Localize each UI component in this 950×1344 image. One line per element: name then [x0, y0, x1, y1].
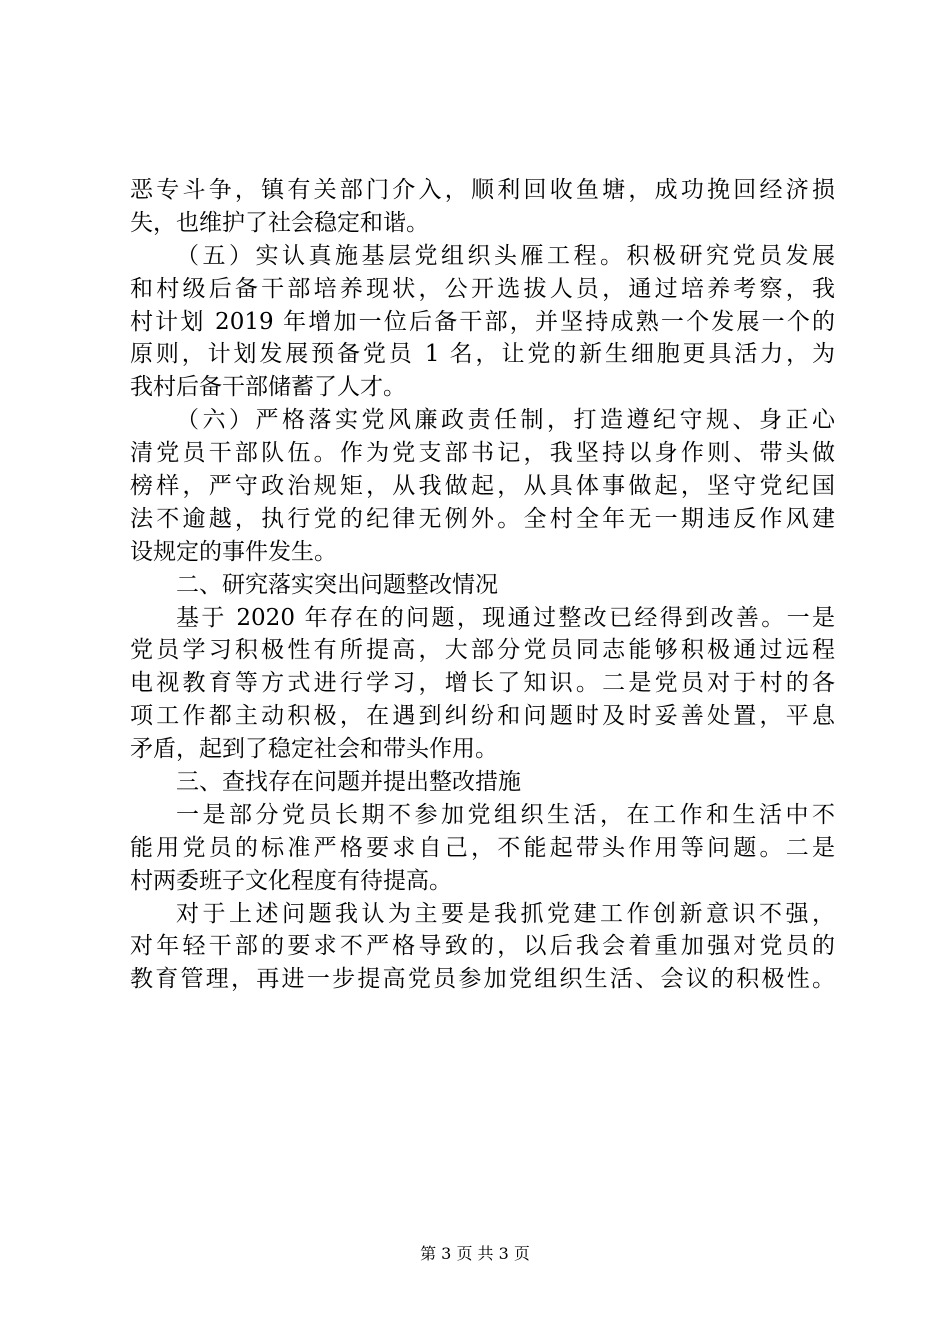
text-line: 对年轻干部的要求不严格导致的，以后我会着重加强对党员的: [130, 933, 835, 960]
text-line: 电视教育等方式进行学习，增长了知识。二是党员对于村的各: [130, 670, 835, 697]
text-line: 我村后备干部储蓄了人才。: [130, 374, 406, 401]
text-line: 失，也维护了社会稳定和谐。: [130, 209, 429, 236]
text-line: （六）严格落实党风廉政责任制，打造遵纪守规、身正心: [176, 407, 835, 434]
text-line: 村两委班子文化程度有待提高。: [130, 867, 452, 894]
text-line: 教育管理，再进一步提高党员参加党组织生活、会议的积极性。: [130, 966, 835, 993]
text-line: （五）实认真施基层党组织头雁工程。积极研究党员发展: [176, 242, 835, 269]
text-line: 原则，计划发展预备党员 1 名，让党的新生细胞更具活力，为: [130, 341, 835, 368]
text-line: 村计划 2019 年增加一位后备干部，并坚持成熟一个发展一个的: [130, 308, 835, 335]
text-line: 二、研究落实突出问题整改情况: [176, 571, 498, 598]
document-body: [130, 174, 835, 996]
text-line: 基于 2020 年存在的问题，现通过整改已经得到改善。一是: [176, 604, 835, 631]
text-line: 党员学习积极性有所提高，大部分党员同志能够积极通过远程: [130, 637, 835, 664]
text-line: 矛盾，起到了稳定社会和带头作用。: [130, 736, 498, 763]
text-line: 一是部分党员长期不参加党组织生活，在工作和生活中不: [176, 801, 835, 828]
text-line: 能用党员的标准严格要求自己，不能起带头作用等问题。二是: [130, 834, 835, 861]
text-line: 榜样，严守政治规矩，从我做起，从具体事做起，坚守党纪国: [130, 473, 835, 500]
text-line: 项工作都主动积极，在遇到纠纷和问题时及时妥善处置，平息: [130, 703, 835, 730]
text-line: 三、查找存在问题并提出整改措施: [176, 769, 521, 796]
text-line: 法不逾越，执行党的纪律无例外。全村全年无一期违反作风建: [130, 505, 835, 532]
page-footer: 第 3 页 共 3 页: [420, 1244, 530, 1263]
text-line: 恶专斗争，镇有关部门介入，顺利回收鱼塘，成功挽回经济损: [130, 177, 835, 203]
text-line: 和村级后备干部培养现状，公开选拔人员，通过培养考察，我: [130, 275, 835, 302]
text-line: 对于上述问题我认为主要是我抓党建工作创新意识不强，: [176, 900, 835, 927]
text-line: 清党员干部队伍。作为党支部书记，我坚持以身作则、带头做: [130, 440, 835, 467]
text-line: 设规定的事件发生。: [130, 538, 337, 565]
